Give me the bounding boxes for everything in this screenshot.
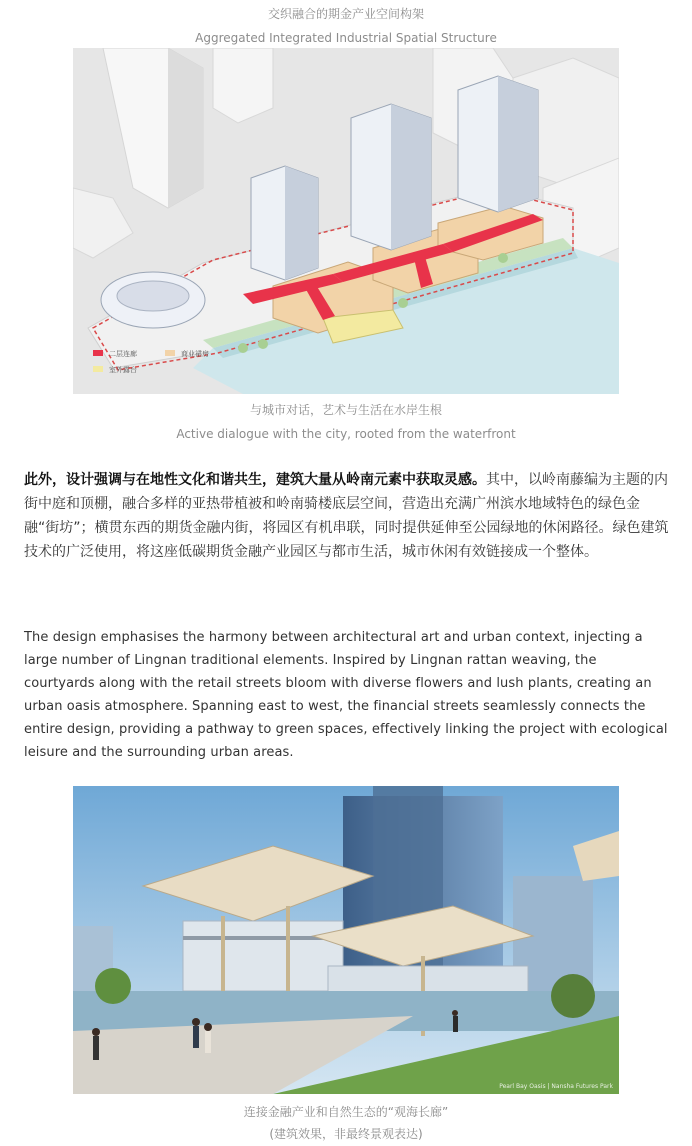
legend-swatch-retail (165, 350, 175, 356)
diagram-svg (73, 48, 619, 394)
caption-2-en: Active dialogue with the city, rooted from the waterfront (176, 427, 516, 441)
photo-watermark: Pearl Bay Oasis | Nansha Futures Park (499, 1083, 613, 1090)
legend-label-corridor: 二层连廊 (109, 350, 137, 358)
top-caption-cn: 交织融合的期金产业空间构架 (267, 7, 424, 21)
photo-svg (73, 786, 619, 1094)
legend-swatch-corridor (93, 350, 103, 356)
axonometric-diagram (73, 48, 619, 394)
rendering-photo (73, 786, 619, 1094)
paragraph-chinese (24, 468, 670, 564)
paragraph-chinese-bold: 此外，设计强调与在地性文化和谐共生，建筑大量从岭南元素中获取灵感。 (24, 472, 486, 488)
caption-2-cn: 与城市对话，艺术与生活在水岸生根 (249, 403, 442, 417)
top-caption-en: Aggregated Integrated Industrial Spatial Structure (195, 31, 497, 45)
legend-swatch-terrace (93, 366, 103, 372)
legend-label-retail: 商业裙房 (181, 350, 209, 358)
paragraph-english: The design emphasises the harmony between architectural art and urban context, injecting a large number of Lingnan traditional elements. Inspired by Lingnan rattan weaving, the courtyards along with the retail streets bloom with diverse flowers and lush plants, creating an urban oasis atmosphere. Spanning east to west, the financial streets seamlessly connects the entire design, providing a pathway to green spaces, effectively linking the project with ecological leisure and the surrounding urban areas. (24, 630, 668, 760)
bottom-caption-line1: 连接金融产业和自然生态的“观海长廊” (243, 1105, 449, 1119)
paragraph-chinese-body: 其中，以岭南藤编为主题的内街中庭和顶棚，融合多样的亚热带植被和岭南骑楼底层空间，营造出充满广州滨水地域特色的绿色金融“街坊”；横贯东西的期货金融内街，将园区有机串联，同时提供延伸至公园绿地的休闲路径。绿色建筑技术的广泛使用，将这座低碳期货金融产业园区与都市生活，城市休闲有效链接成一个整体。 (24, 472, 669, 560)
legend-label-terrace: 室外露台 (109, 366, 137, 374)
bottom-caption-line2: (建筑效果，非最终景观表达) (269, 1127, 423, 1141)
